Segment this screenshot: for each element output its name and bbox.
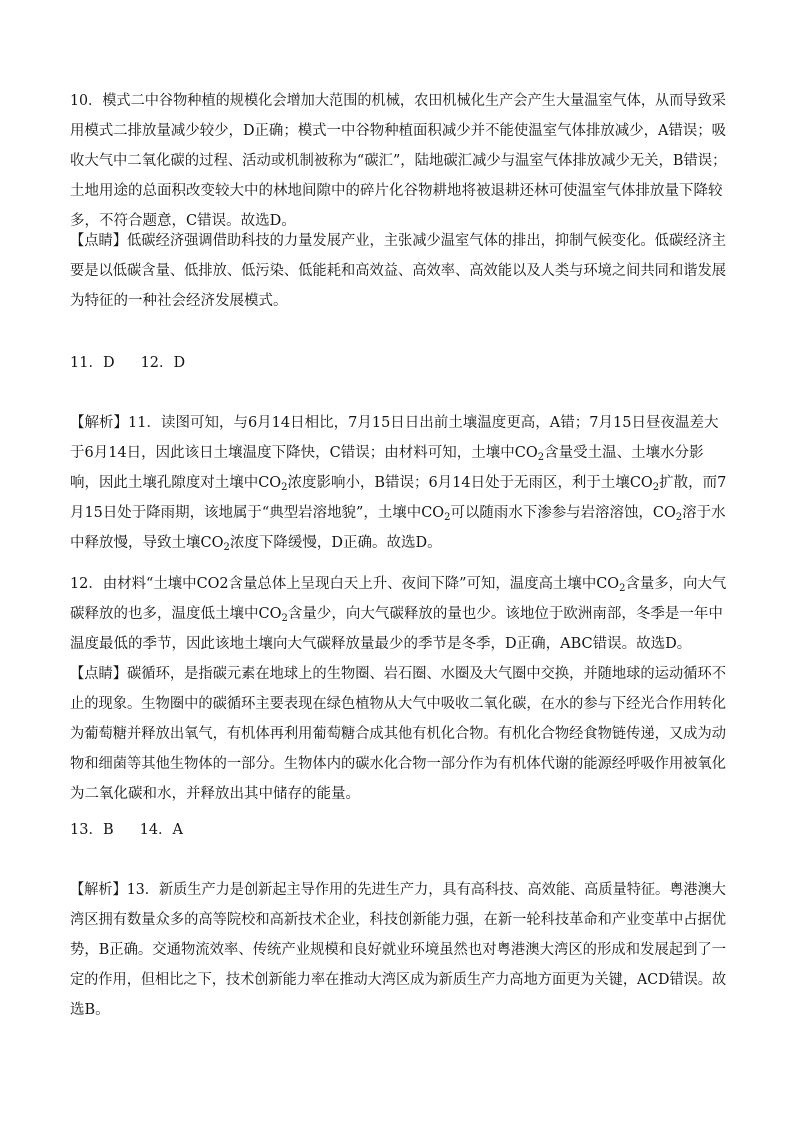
text-line: 【点睛】碳循环，是指碳元素在地球上的生物圈、岩石圈、水圈及大气圈中交换，并随地球的运动循环不 bbox=[70, 666, 726, 682]
text-line: 响，因此土壤孔隙度对土壤中$CO_2$浓度影响小，B错误；6月14日处于无雨区，利于土壤$CO_2$扩散，而7 bbox=[70, 475, 727, 493]
q12-comment bbox=[70, 659, 726, 809]
answer-12: 12．D bbox=[140, 355, 186, 371]
text-line: 月15日处于降雨期，该地属于“典型岩溶地貌”，土壤中$CO_2$可以随雨水下渗参与岩溶溶蚀，$CO_2$溶于水 bbox=[70, 505, 726, 523]
subscript: 2 bbox=[537, 452, 545, 463]
subscript: 2 bbox=[223, 542, 230, 553]
text-line: 为葡萄糖并释放出氧气，有机体再利用葡萄糖合成其他有机化合物。有机化合物经食物链传递，又成为动 bbox=[70, 726, 726, 742]
text-line: 收大气中二氧化碳的过程、活动或机制被称为“碳汇”，陆地碳汇减少与温室气体排放减少无关，B错误； bbox=[70, 153, 727, 169]
text-line: 湾区拥有数量众多的高等院校和高新技术企业，科技创新能力强，在新一轮科技革命和产业变革中占据优 bbox=[70, 912, 726, 928]
answer-14: 14．A bbox=[139, 822, 184, 838]
text-line: 选B。 bbox=[70, 1002, 110, 1018]
text-line: 势，B正确。交通物流效率、传统产业规模和良好就业环境虽然也对粤港澳大湾区的形成和发展起到了一 bbox=[70, 942, 727, 958]
q11-explanation bbox=[70, 408, 726, 558]
text-line: 10．模式二中谷物种植的规模化会增加大范围的机械，农田机械化生产会产生大量温室气体，从而导致采 bbox=[70, 93, 726, 109]
subscript: 2 bbox=[444, 512, 451, 523]
text-line: 土地用途的总面积改变较大中的林地间隙中的碎片化谷物耕地将被退耕还林可使温室气体排放量下降较 bbox=[70, 183, 723, 199]
text-line: 【解析】11．读图可知，与6月14日相比，7月15日日出前土壤温度更高，A错；7月15日昼夜温差大 bbox=[70, 415, 719, 431]
text-line: 于6月14日，因此该日土壤温度下降快，C错误；由材料可知，土壤中$CO_2$含量受土温、土壤水分影 bbox=[70, 445, 704, 463]
answer-11: 11．D bbox=[70, 355, 115, 371]
subscript: 2 bbox=[281, 613, 288, 624]
answers-13-14 bbox=[70, 815, 726, 845]
q10-explanation bbox=[70, 86, 726, 236]
answers-11-12 bbox=[70, 348, 726, 378]
q12-explanation bbox=[70, 569, 726, 659]
text-line: 为二氧化碳和水，并释放出其中储存的能量。 bbox=[70, 786, 360, 802]
text-line: 止的现象。生物圈中的碳循环主要表现在绿色植物从大气中吸收二氧化碳，在水的参与下经光合作用转化 bbox=[70, 696, 726, 712]
q10-comment bbox=[70, 226, 726, 316]
answer-13: 13．B bbox=[70, 822, 114, 838]
subscript: 2 bbox=[675, 512, 683, 523]
text-line: 中释放慢，导致土壤$CO_2$浓度下降缓慢，D正确。故选D。 bbox=[70, 535, 442, 553]
text-line: 多，不符合题意，C错误。故选D。 bbox=[70, 213, 296, 229]
subscript: 2 bbox=[281, 482, 288, 493]
text-line: 碳释放的也多，温度低土壤中$CO_2$含量少，向大气碳释放的量也少。该地位于欧洲南部，冬季是一年中 bbox=[70, 606, 723, 624]
text-line: 为特征的一种社会经济发展模式。 bbox=[70, 293, 288, 309]
text-line: 温度最低的季节，因此该地土壤向大气碳释放量最少的季节是冬季，D正确，ABC错误。故选D。 bbox=[70, 636, 692, 652]
q13-explanation bbox=[70, 875, 726, 1025]
text-line: 物和细菌等其他生物体的一部分。生物体内的碳水化合物一部分作为有机体代谢的能源经呼吸作用被氧化 bbox=[70, 756, 726, 772]
text-line: 定的作用，但相比之下，技术创新能力率在推动大湾区成为新质生产力高地方面更为关键，ACD错误。故 bbox=[70, 972, 727, 988]
subscript: 2 bbox=[619, 583, 626, 594]
text-line: 【解析】13．新质生产力是创新起主导作用的先进生产力，具有高科技、高效能、高质量特征。粤港澳大 bbox=[70, 882, 726, 898]
text-line: 要是以低碳含量、低排放、低污染、低能耗和高效益、高效率、高效能以及人类与环境之间共同和谐发展 bbox=[70, 263, 726, 279]
text-line: 用模式二排放量减少较少，D正确；模式一中谷物种植面积减少并不能使温室气体排放减少，A错误；吸 bbox=[70, 123, 727, 139]
text-line: 12．由材料“土壤中CO2含量总体上呈现白天上升、夜间下降”可知，温度高土壤中$CO_2$含量多，向大气 bbox=[70, 576, 727, 594]
text-line: 【点睛】低碳经济强调借助科技的力量发展产业，主张减少温室气体的排出，抑制气候变化。低碳经济主 bbox=[70, 233, 726, 249]
subscript: 2 bbox=[652, 482, 660, 493]
